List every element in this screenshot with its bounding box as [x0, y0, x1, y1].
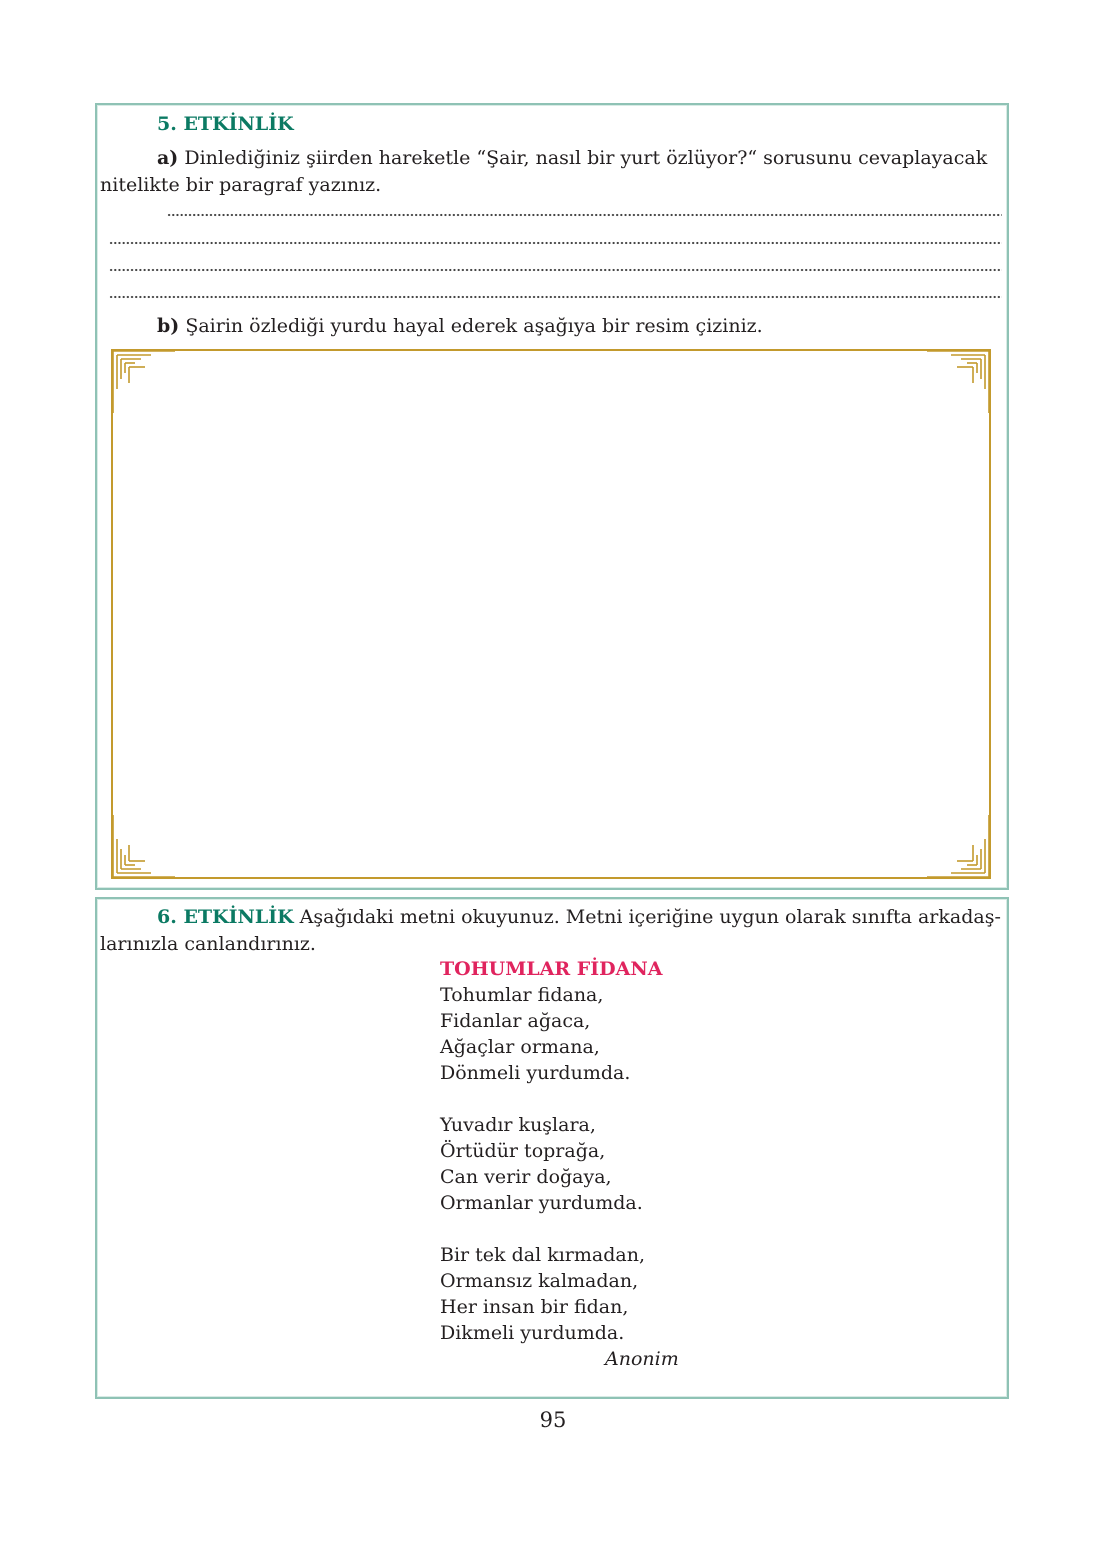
frame-corner-ornament-bottom-right	[927, 815, 991, 879]
activity-6-box	[95, 897, 1009, 1399]
frame-corner-ornament-top-right	[927, 349, 991, 413]
poem-line: Yuvadır kuşlara,	[440, 1114, 596, 1136]
poem-stanza-3	[440, 1242, 679, 1346]
activity-5-heading: 5. ETKİNLİK	[157, 113, 294, 135]
poem-line: Fidanlar ağaca,	[440, 1010, 591, 1032]
activity-6-intro-text: Aşağıdaki metni okuyunuz. Metni içeriğine uygun olarak sınıfta arkadaş-	[299, 906, 1001, 928]
answer-line-4[interactable]	[109, 292, 1002, 302]
question-b-text: Şairin özlediği yurdu hayal ederek aşağıya bir resim çiziniz.	[185, 315, 763, 337]
frame-corner-ornament-bottom-left	[111, 815, 175, 879]
answer-line-3[interactable]	[109, 265, 1002, 275]
page-number: 95	[539, 1408, 567, 1432]
answer-line-1[interactable]	[167, 210, 1002, 220]
poem-line: Tohumlar fidana,	[440, 984, 604, 1006]
answer-line-2[interactable]	[109, 238, 1002, 248]
question-a-marker: a)	[157, 147, 179, 169]
question-b-line	[157, 313, 763, 340]
poem-line: Can verir doğaya,	[440, 1166, 612, 1188]
question-b-marker: b)	[157, 315, 180, 337]
poem-line: Ağaçlar ormana,	[440, 1036, 600, 1058]
question-a-line-2: nitelikte bir paragraf yazınız.	[100, 174, 382, 196]
poem-line: Ormanlar yurdumda.	[440, 1192, 643, 1214]
activity-5-box	[95, 103, 1009, 890]
poem-line: Ormansız kalmadan,	[440, 1270, 639, 1292]
poem-line: Bir tek dal kırmadan,	[440, 1244, 645, 1266]
poem-line: Örtüdür toprağa,	[440, 1140, 606, 1162]
poem-author: Anonim	[605, 1348, 679, 1370]
poem-line: Dikmeli yurdumda.	[440, 1322, 625, 1344]
poem	[440, 956, 679, 1372]
activity-6-intro-line-2: larınızla canlandırınız.	[100, 933, 316, 955]
drawing-area-frame[interactable]	[111, 349, 991, 879]
poem-title: TOHUMLAR FİDANA	[440, 958, 663, 980]
activity-6-intro-line-1	[157, 904, 1001, 931]
activity-6-heading: 6. ETKİNLİK	[157, 906, 294, 928]
poem-stanza-2	[440, 1112, 679, 1216]
frame-corner-ornament-top-left	[111, 349, 175, 413]
poem-line: Her insan bir fidan,	[440, 1296, 629, 1318]
question-a-text: Dinlediğiniz şiirden hareketle “Şair, nasıl bir yurt özlüyor?“ sorusunu cevaplayacak	[184, 147, 988, 169]
poem-line: Dönmeli yurdumda.	[440, 1062, 631, 1084]
poem-stanza-1	[440, 982, 679, 1086]
question-a-line-1	[157, 145, 987, 172]
